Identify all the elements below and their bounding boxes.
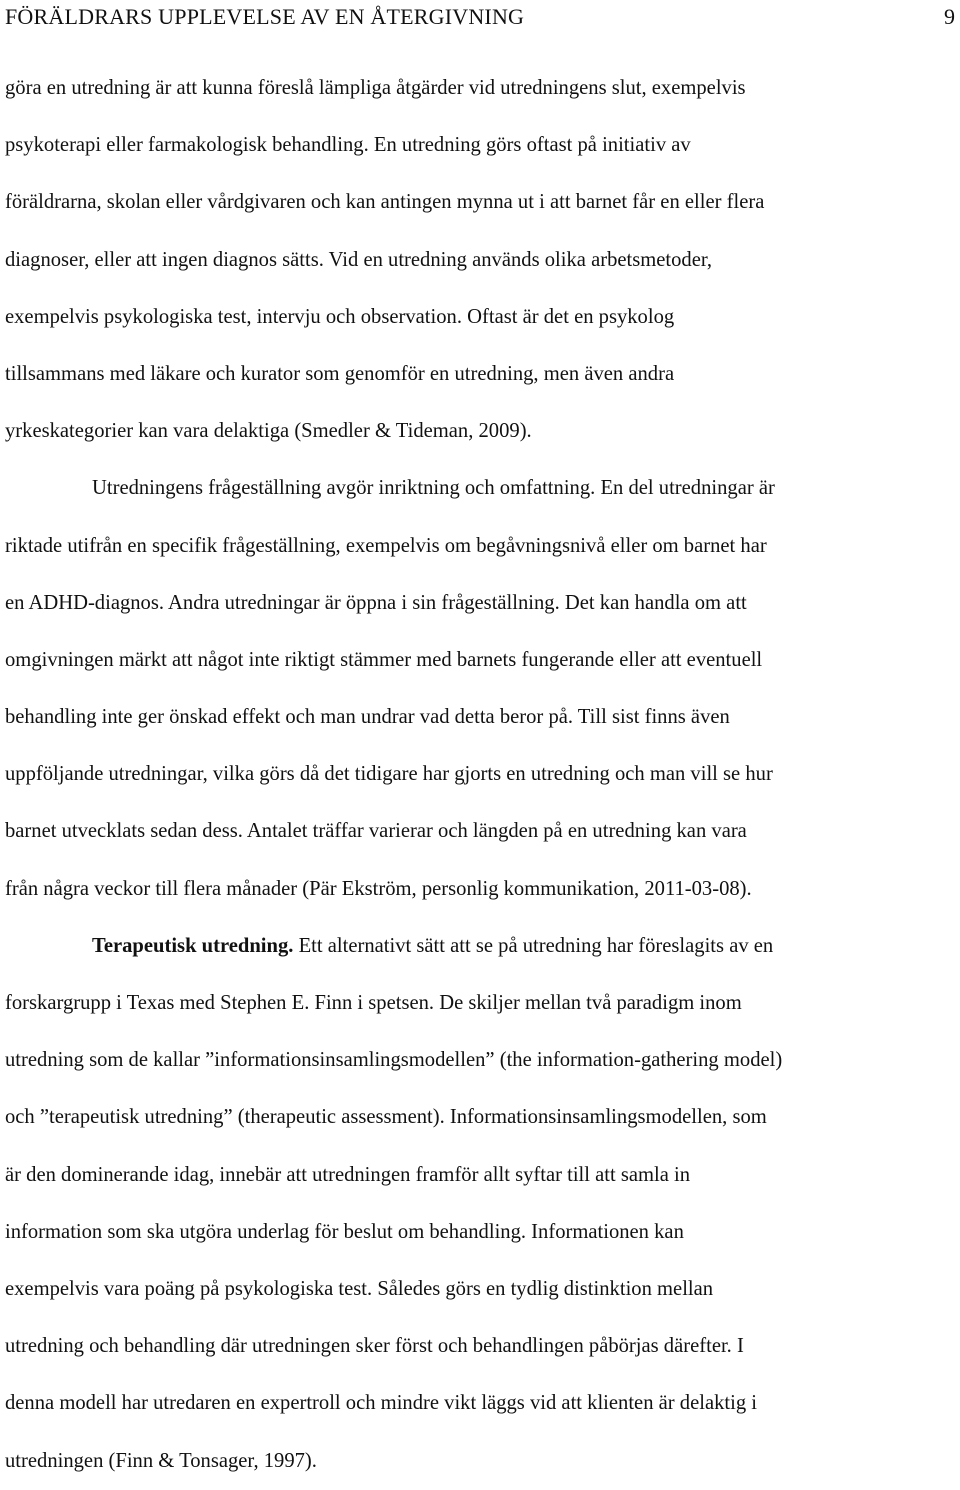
text-line: föräldrarna, skolan eller vårdgivaren och kan antingen mynna ut i att barnet får en eller flera xyxy=(5,191,765,214)
text-line: behandling inte ger önskad effekt och man undrar vad detta beror på. Till sist finns även xyxy=(5,706,730,729)
text-line: utredningen (Finn & Tonsager, 1997). xyxy=(5,1449,317,1472)
text-line: göra en utredning är att kunna föreslå lämpliga åtgärder vid utredningens slut, exempelvis xyxy=(5,77,746,99)
text-line: är den dominerande idag, innebär att utredningen framför allt syftar till att samla in xyxy=(5,1163,691,1186)
body-text xyxy=(5,60,955,1490)
text-line: utredning som de kallar ”informationsinsamlingsmodellen” (the information-gathering model) xyxy=(5,1049,783,1072)
text-line: tillsammans med läkare och kurator som genomför en utredning, men även andra xyxy=(5,362,675,385)
text-line: barnet utvecklats sedan dess. Antalet träffar varierar och längden på en utredning kan vara xyxy=(5,820,747,843)
text-line: forskargrupp i Texas med Stephen E. Finn i spetsen. De skiljer mellan två paradigm inom xyxy=(5,992,742,1014)
text-line: omgivningen märkt att något inte riktigt stämmer med barnets fungerande eller att eventuell xyxy=(5,648,763,671)
text-line-paragraph-start: Utredningens frågeställning avgör inriktning och omfattning. En del utredningar är xyxy=(92,477,775,500)
running-head-title: FÖRÄLDRARS UPPLEVELSE AV EN ÅTERGIVNING xyxy=(5,4,525,29)
text-line: riktade utifrån en specifik frågeställning, exempelvis om begåvningsnivå eller om barnet har xyxy=(5,534,767,557)
section-heading: Terapeutisk utredning. xyxy=(92,934,294,957)
running-head xyxy=(5,0,955,34)
text-line: utredning och behandling där utredningen sker först och behandlingen påbörjas därefter. I xyxy=(5,1335,744,1358)
text-line: yrkeskategorier kan vara delaktiga (Smedler & Tideman, 2009). xyxy=(5,420,532,443)
section-heading-line xyxy=(5,918,955,975)
text-line: och ”terapeutisk utredning” (therapeutic assessment). Informationsinsamlingsmodellen, som xyxy=(5,1106,767,1129)
section-heading-continuation: Ett alternativt sätt att se på utredning har föreslagits av en xyxy=(293,934,774,957)
text-line: denna modell har utredaren en expertroll och mindre vikt läggs vid att klienten är delaktig i xyxy=(5,1392,757,1415)
text-line: exempelvis vara poäng på psykologiska test. Således görs en tydlig distinktion mellan xyxy=(5,1277,714,1300)
page-number: 9 xyxy=(944,4,955,29)
text-line: psykoterapi eller farmakologisk behandling. En utredning görs oftast på initiativ av xyxy=(5,134,691,157)
text-line: från några veckor till flera månader (Pär Ekström, personlig kommunikation, 2011-03-08). xyxy=(5,877,752,900)
text-line: uppföljande utredningar, vilka görs då det tidigare har gjorts en utredning och man vill se hur xyxy=(5,763,773,786)
text-line: diagnoser, eller att ingen diagnos sätts. Vid en utredning används olika arbetsmetoder, xyxy=(5,248,713,271)
text-line: exempelvis psykologiska test, intervju och observation. Oftast är det en psykolog xyxy=(5,305,675,328)
text-line: information som ska utgöra underlag för beslut om behandling. Informationen kan xyxy=(5,1220,684,1243)
text-line: en ADHD-diagnos. Andra utredningar är öppna i sin frågeställning. Det kan handla om att xyxy=(5,591,747,614)
